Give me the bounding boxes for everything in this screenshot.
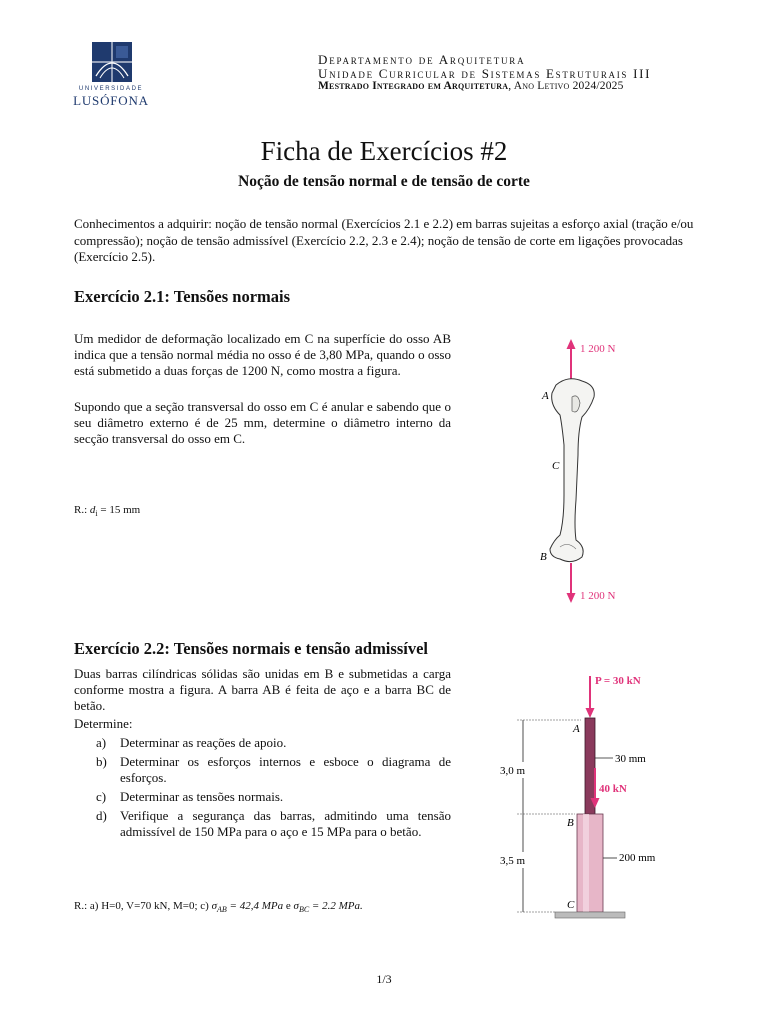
header-program-name: Mestrado Integrado em Arquitetura — [318, 80, 509, 92]
len-ab-label: 3,0 m — [500, 765, 526, 777]
len-bc-label: 3,5 m — [500, 855, 526, 867]
exercise-2-1-answer — [74, 504, 140, 518]
university-small-label: UNIVERSIDADE — [78, 86, 144, 92]
exercise-2-2-heading: Exercício 2.2: Tensões normais e tensão admissível — [74, 639, 428, 658]
header-program-year: , Ano Letivo 2024/2025 — [508, 80, 624, 92]
header-department: Departamento de Arquitetura — [318, 52, 526, 67]
bar-label-a: A — [573, 723, 580, 735]
answer-value: = 15 mm — [97, 504, 141, 516]
task-label: c) — [96, 789, 107, 804]
p-force-arrowhead — [586, 708, 595, 718]
bone-label-b: B — [540, 551, 547, 563]
bottom-force-arrowhead — [567, 593, 576, 603]
task-text: Determinar as tensões normais. — [120, 789, 284, 804]
university-name: LUSÓFONA — [73, 93, 149, 108]
top-force-arrowhead — [567, 339, 576, 349]
page-title: Ficha de Exercícios #2 — [260, 136, 508, 166]
task-text: Determinar os esforços internos e esboce o diagrama de esforços. — [120, 754, 451, 785]
header-course-unit: Unidade Curricular de Sistemas Estruturais III — [318, 66, 652, 81]
bar-label-c: C — [567, 899, 575, 911]
sigma-bc-value: = 2.2 MPa. — [309, 900, 363, 912]
bone-label-c: C — [552, 460, 560, 472]
dia-bc-label: 200 mm — [619, 852, 656, 864]
exercise-2-1-statement: Um medidor de deformação localizado em C na superfície do osso AB indica que a tensão normal média no osso é de 3,80 MPa, quando o osso está submetido a duas forças de 1200 N, como mostra a figura. — [74, 331, 451, 378]
sigma-ab: σ — [211, 900, 218, 912]
task-item — [74, 789, 451, 805]
answer-subscript: i — [95, 509, 98, 519]
sigma-bc-subscript: BC — [298, 905, 310, 915]
bone-figure — [520, 335, 660, 610]
bar-figure — [495, 670, 695, 930]
dia-ab-label: 30 mm — [615, 753, 646, 765]
answer-variable: d — [89, 504, 96, 516]
task-label: a) — [96, 735, 107, 750]
task-item — [74, 754, 451, 786]
sigma-bc: σ — [293, 900, 299, 912]
exercise-2-1-question: Supondo que a seção transversal do osso em C é anular e sabendo que o seu diâmetro externo é de 25 mm, determine o diâmetro interno da secção transversal do osso em C. — [74, 399, 451, 446]
exercise-2-2-statement: Duas barras cilíndricas sólidas são unidas em B e submetidas a carga conforme mostra a figura. A barra AB é feita de aço e a barra BC de betão. — [74, 666, 451, 713]
exercise-2-2-task-list — [74, 735, 451, 843]
task-item — [74, 808, 451, 840]
page-subtitle: Noção de tensão normal e de tensão de corte — [238, 173, 530, 190]
sigma-ab-subscript: AB — [217, 905, 227, 915]
bone-label-a: A — [542, 390, 549, 402]
task-label: d) — [96, 808, 107, 823]
concrete-bar-highlight — [583, 814, 589, 912]
task-text: Determinar as reações de apoio. — [120, 735, 287, 750]
sigma-ab-value: = 42,4 MPa — [226, 900, 284, 912]
p-force-label: P = 30 kN — [595, 675, 641, 687]
top-force-label: 1 200 N — [580, 343, 616, 355]
page-number: 1/3 — [376, 972, 392, 986]
ground-support — [555, 912, 625, 918]
exercise-2-1-heading: Exercício 2.1: Tensões normais — [74, 287, 291, 306]
task-item — [74, 735, 451, 751]
concrete-bar-bc — [577, 814, 603, 912]
mid-force-label: 40 kN — [599, 783, 627, 795]
exercise-2-2-answer — [74, 900, 363, 914]
task-text: Verifique a segurança das barras, admitindo uma tensão admissível de 150 MPa para o aço e 15 MPa para o betão. — [120, 808, 451, 839]
answer-conjunction: e — [283, 900, 294, 912]
exercise-2-2-determine: Determine: — [74, 716, 133, 731]
answer-prefix: R.: — [74, 504, 90, 516]
bar-label-b: B — [567, 817, 574, 829]
bottom-force-label: 1 200 N — [580, 590, 616, 602]
header-program — [318, 80, 624, 92]
intro-paragraph: Conhecimentos a adquirir: noção de tensão normal (Exercícios 2.1 e 2.2) em barras sujeitas a esforço axial (tração e/ou compressão); noção de tensão admissível (Exercício 2.2, 2.3 e 2.4); noção de tensão de corte em ligações provocadas (Exercício 2.5). — [74, 216, 694, 264]
answer-text: R.: a) H=0, V=70 kN, M=0; c) — [74, 900, 212, 912]
task-label: b) — [96, 754, 107, 769]
